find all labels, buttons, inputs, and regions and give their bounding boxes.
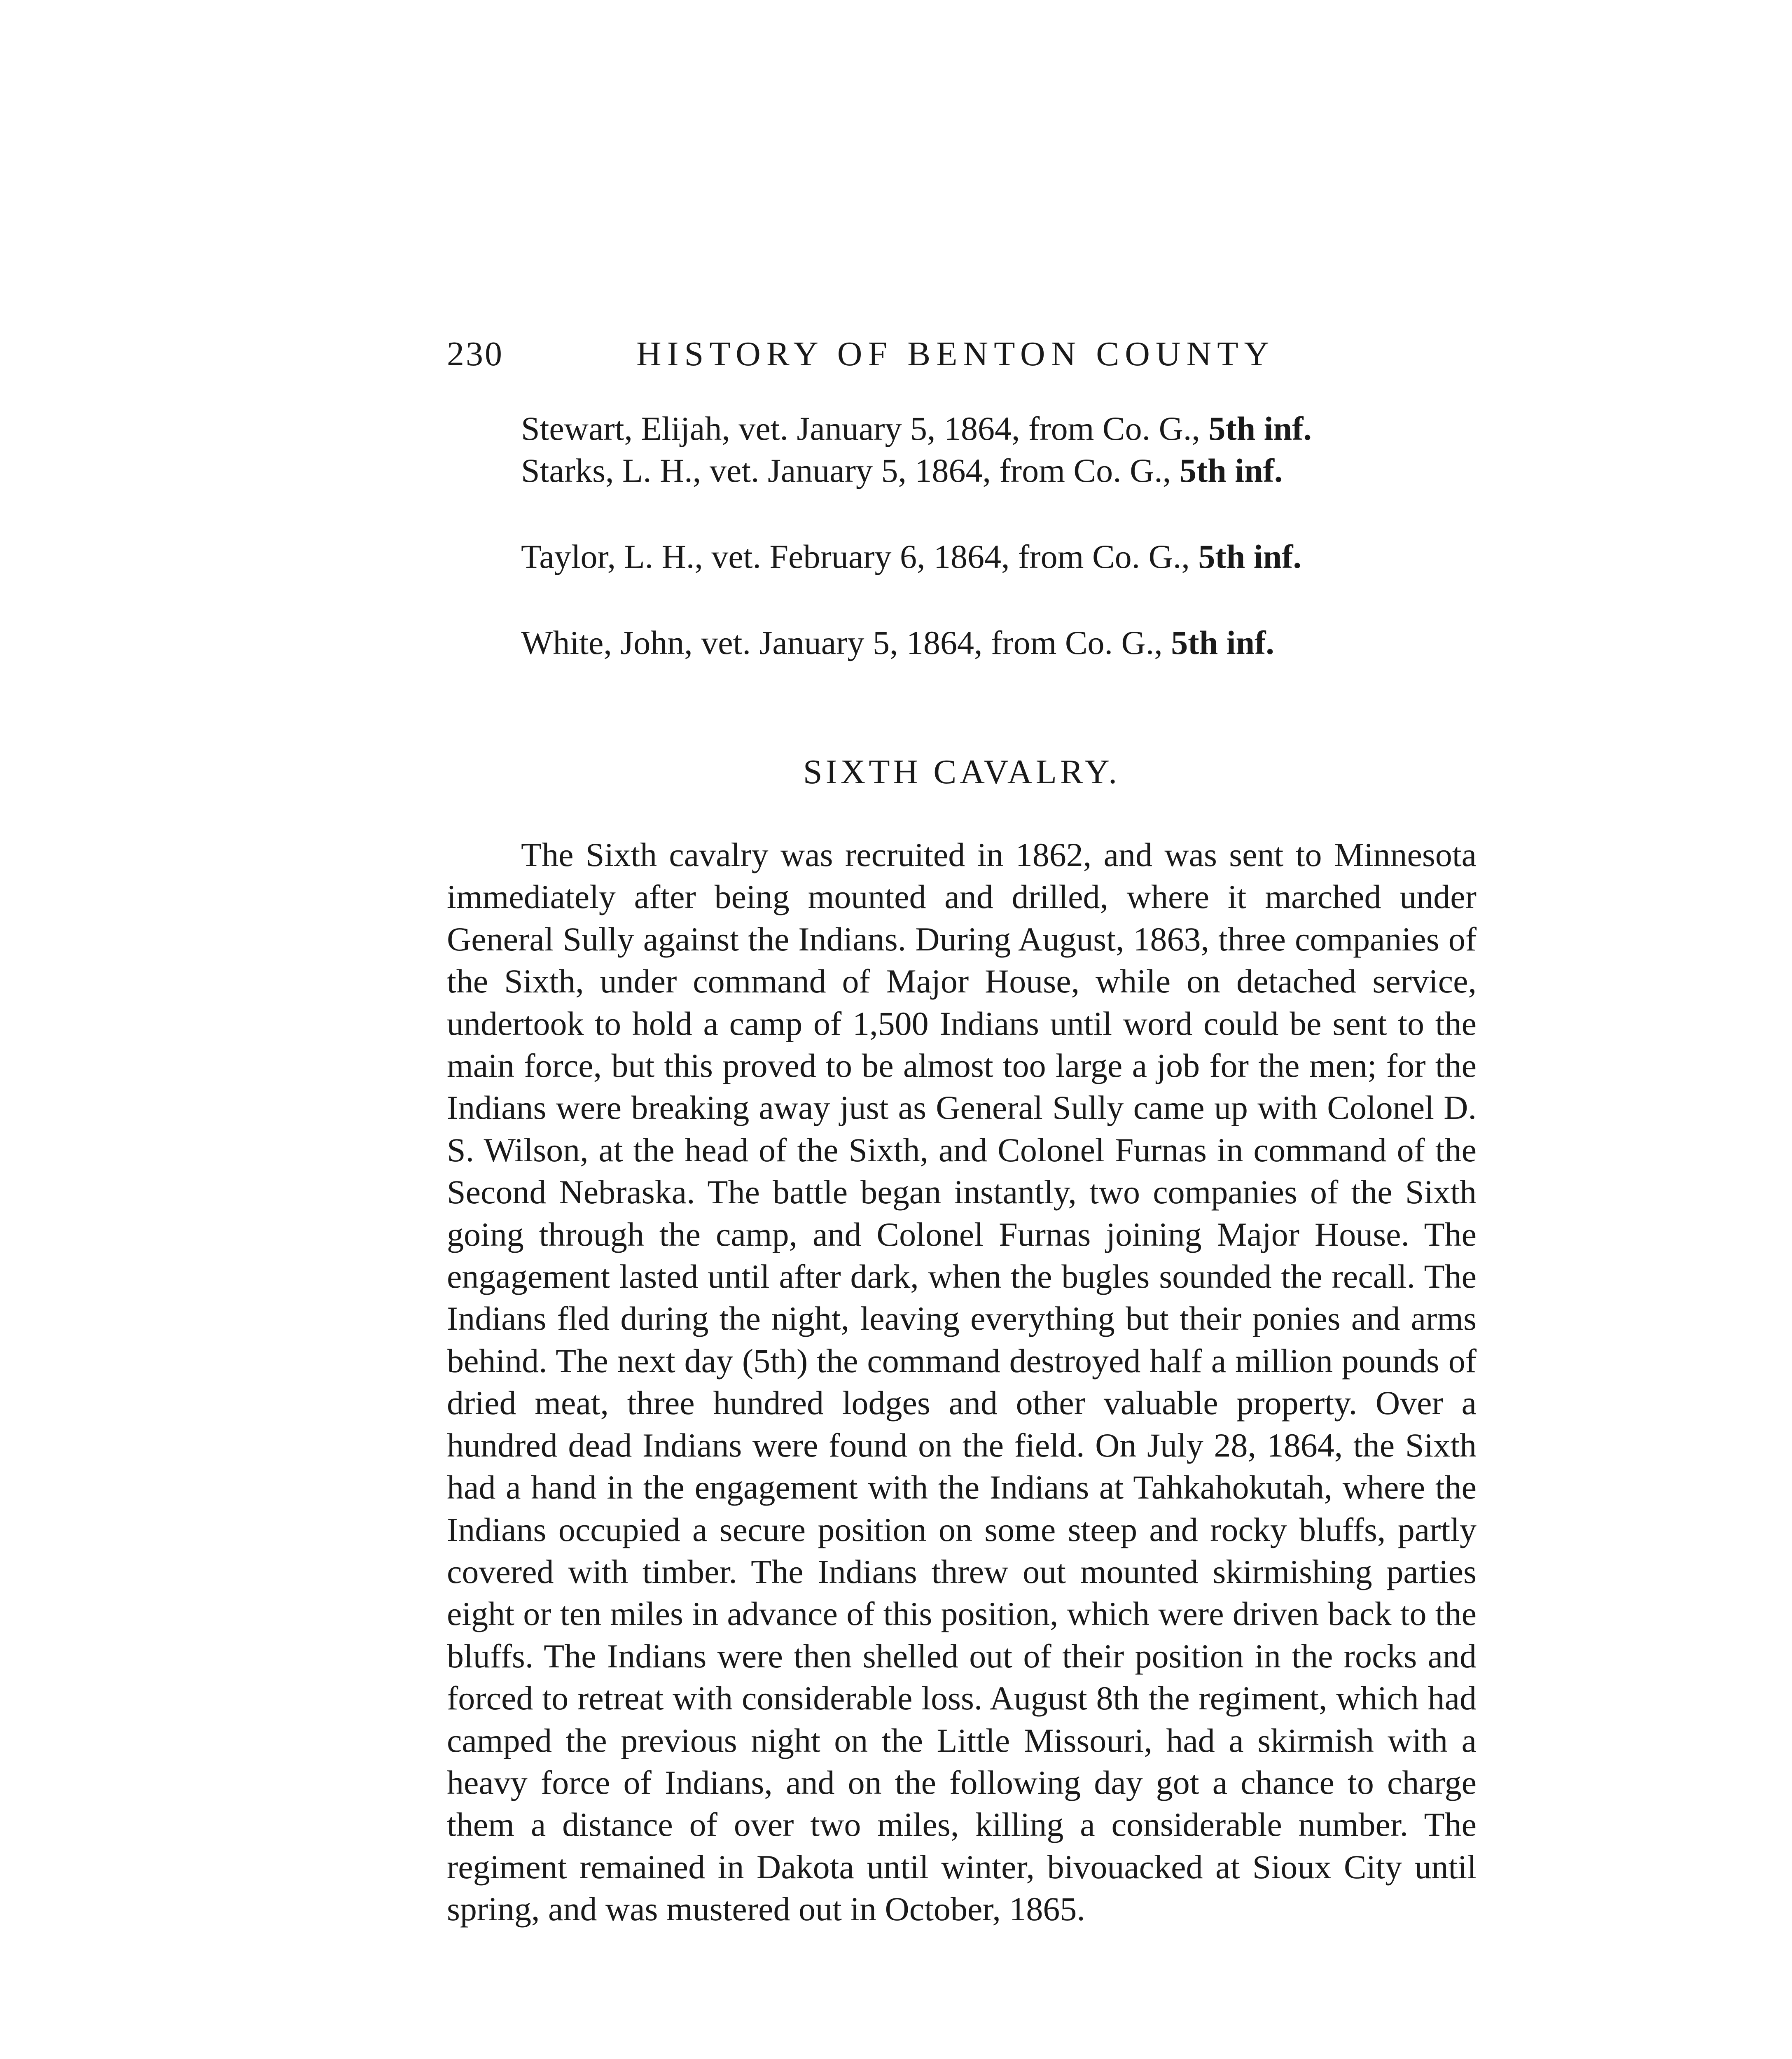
roster-name: Taylor, L. H., — [521, 538, 703, 575]
roster-unit: 5th inf. — [1171, 624, 1274, 661]
section-body — [447, 834, 1477, 1931]
roster-detail: vet. January 5, 1864, from Co. G., — [709, 452, 1171, 489]
roster-detail: vet. January 5, 1864, from Co. G., — [701, 624, 1163, 661]
veteran-roster — [521, 408, 1501, 664]
roster-entry — [521, 622, 1501, 664]
roster-name: White, John, — [521, 624, 693, 661]
running-title: HISTORY OF BENTON COUNTY — [636, 335, 1275, 373]
body-paragraph: The Sixth cavalry was recruited in 1862, and was sent to Minnesota immediately after being mounted and drilled, where it marched under General Sully against the Indians. During August, 1863, three companies of the Sixth, under command of Major House, while on detached service, undertook to hold a camp of 1,500 Indians until word could be sent to the main force, but this proved to be almost too large a job for the men; for the Indians were breaking away just as General Sully came up with Colonel D. S. Wilson, at the head of the Sixth, and Colonel Furnas in command of the Second Nebraska. The battle began instantly, two companies of the Sixth going through the camp, and Colonel Furnas joining Major House. The engagement lasted until after dark, when the bugles sounded the recall. The Indians fled during the night, leaving everything but their ponies and arms behind. The next day (5th) the command destroyed half a million pounds of dried meat, three hundred lodges and other valuable property. Over a hundred dead Indians were found on the field. On July 28, 1864, the Sixth had a hand in the engagement with the Indians at Tahkahokutah, where the Indians occupied a secure position on some steep and rocky bluffs, partly covered with timber. The Indians threw out mounted skirmishing parties eight or ten miles in advance of this position, which were driven back to the bluffs. The Indians were then shelled out of their position in the rocks and forced to retreat with considerable loss. August 8th the regiment, which had camped the previous night on the Little Missouri, had a skirmish with a heavy force of Indians, and on the following day got a chance to charge them a distance of over two miles, killing a considerable number. The regiment remained in Dakota until winter, bivouacked at Sioux City until spring, and was mustered out in October, 1865. — [447, 836, 1477, 1928]
roster-entry — [521, 450, 1501, 492]
roster-entry — [521, 408, 1501, 450]
roster-entry — [521, 536, 1501, 578]
roster-detail: vet. January 5, 1864, from Co. G., — [738, 410, 1200, 447]
roster-unit: 5th inf. — [1198, 538, 1301, 575]
page-header — [447, 329, 1477, 379]
page-number: 230 — [447, 335, 504, 373]
roster-unit: 5th inf. — [1179, 452, 1283, 489]
roster-name: Starks, L. H., — [521, 452, 701, 489]
roster-name: Stewart, Elijah, — [521, 410, 730, 447]
roster-unit: 5th inf. — [1208, 410, 1312, 447]
section-title: SIXTH CAVALRY. — [803, 753, 1121, 791]
roster-detail: vet. February 6, 1864, from Co. G., — [711, 538, 1190, 575]
